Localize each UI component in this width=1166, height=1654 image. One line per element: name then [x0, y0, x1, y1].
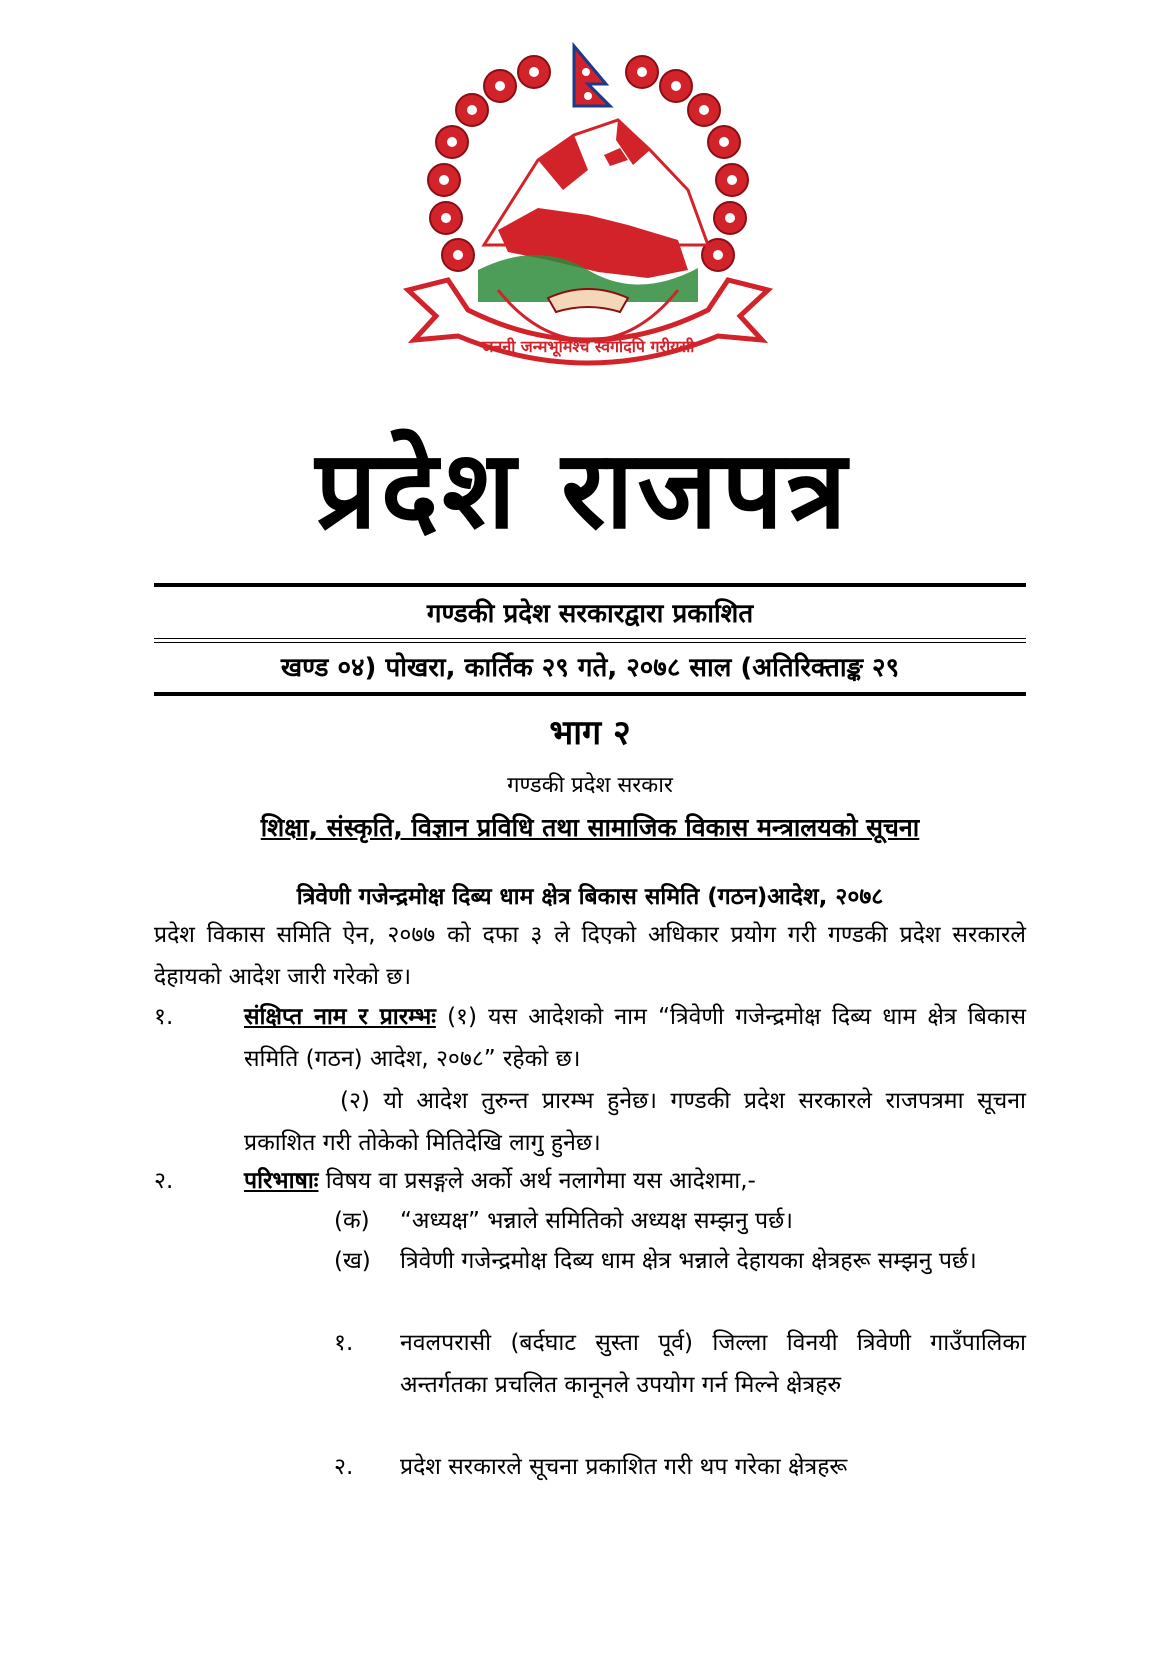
- gazette-masthead: प्रदेश राजपत्र: [315, 427, 851, 553]
- section2-number: २.: [154, 1168, 174, 1194]
- preamble: प्रदेश विकास समिति ऐन, २०७७ को दफा ३ ले दिएको अधिकार प्रयोग गरी गण्डकी प्रदेश सरकारले देहायको आदेश जारी गरेको छ।: [154, 922, 1026, 990]
- svg-text:जननी जन्मभूमिश्च स्वर्गादपि गर: जननी जन्मभूमिश्च स्वर्गादपि गरीयसी: [481, 337, 695, 356]
- item2-text: प्रदेश सरकारले सूचना प्रकाशित गरी थप गरेका क्षेत्रहरू: [400, 1454, 848, 1480]
- item1-text: नवलपरासी (बर्दघाट सुस्ता पूर्व) जिल्ला विनयी त्रिवेणी गाउँपालिका अन्तर्गतका प्रचलित कानूनले उपयोग गर्न मिल्ने क्षेत्रहरु: [400, 1330, 1026, 1398]
- issue-line: खण्ड ०४) पोखरा, कार्तिक २९ गते, २०७८ साल (अतिरिक्ताङ्क २९: [280, 653, 900, 683]
- publisher-line: गण्डकी प्रदेश सरकारद्वारा प्रकाशित: [426, 599, 754, 629]
- section1-sub1-text: (१) यस आदेशको नाम “त्रिवेणी गजेन्द्रमोक्ष दिब्य धाम क्षेत्र बिकास समिति (गठन) आदेश, २०७८” रहेको छ।: [244, 1004, 1026, 1072]
- section1-heading: संक्षिप्त नाम र प्रारम्भः: [244, 1004, 436, 1030]
- order-title: त्रिवेणी गजेन्द्रमोक्ष दिब्य धाम क्षेत्र बिकास समिति (गठन)आदेश, २०७८: [296, 884, 884, 910]
- top-rule: [154, 583, 1026, 587]
- section1-body: [244, 996, 1026, 1164]
- clause-ka-text: “अध्यक्ष” भन्नाले समितिको अध्यक्ष सम्झनु पर्छ।: [400, 1208, 793, 1234]
- government-name: गण्डकी प्रदेश सरकार: [507, 773, 673, 798]
- ministry-notice: शिक्षा, संस्कृति, विज्ञान प्रविधि तथा सामाजिक विकास मन्त्रालयको सूचना: [260, 813, 920, 842]
- item1-label: १.: [334, 1330, 354, 1356]
- clause-ka-label: (क): [334, 1208, 370, 1234]
- clause-kha-label: (ख): [334, 1248, 371, 1274]
- clause-kha-text: त्रिवेणी गजेन्द्रमोक्ष दिब्य धाम क्षेत्र भन्नाले देहायका क्षेत्रहरू सम्झनु पर्छ।: [400, 1248, 977, 1274]
- section2-intro: विषय वा प्रसङ्गले अर्को अर्थ नलागेमा यस आदेशमा,-: [325, 1168, 756, 1194]
- section1-sub2: (२) यो आदेश तुरुन्त प्रारम्भ हुनेछ। गण्डकी प्रदेश सरकारले राजपत्रमा सूचना प्रकाशित गरी तोकेको मितिदेखि लागु हुनेछ।: [244, 1088, 1026, 1156]
- item2-label: २.: [334, 1454, 354, 1480]
- bottom-rule: [154, 692, 1026, 696]
- section1-number: १.: [154, 1004, 174, 1030]
- section2-heading: परिभाषाः: [244, 1168, 319, 1194]
- nepal-emblem-icon: [388, 40, 788, 400]
- section2-intro-line: [244, 1160, 756, 1202]
- part-heading: भाग २: [549, 713, 631, 753]
- double-rule-bottom: [154, 642, 1026, 643]
- double-rule-top: [154, 638, 1026, 639]
- section1-sub1: [244, 996, 1026, 1080]
